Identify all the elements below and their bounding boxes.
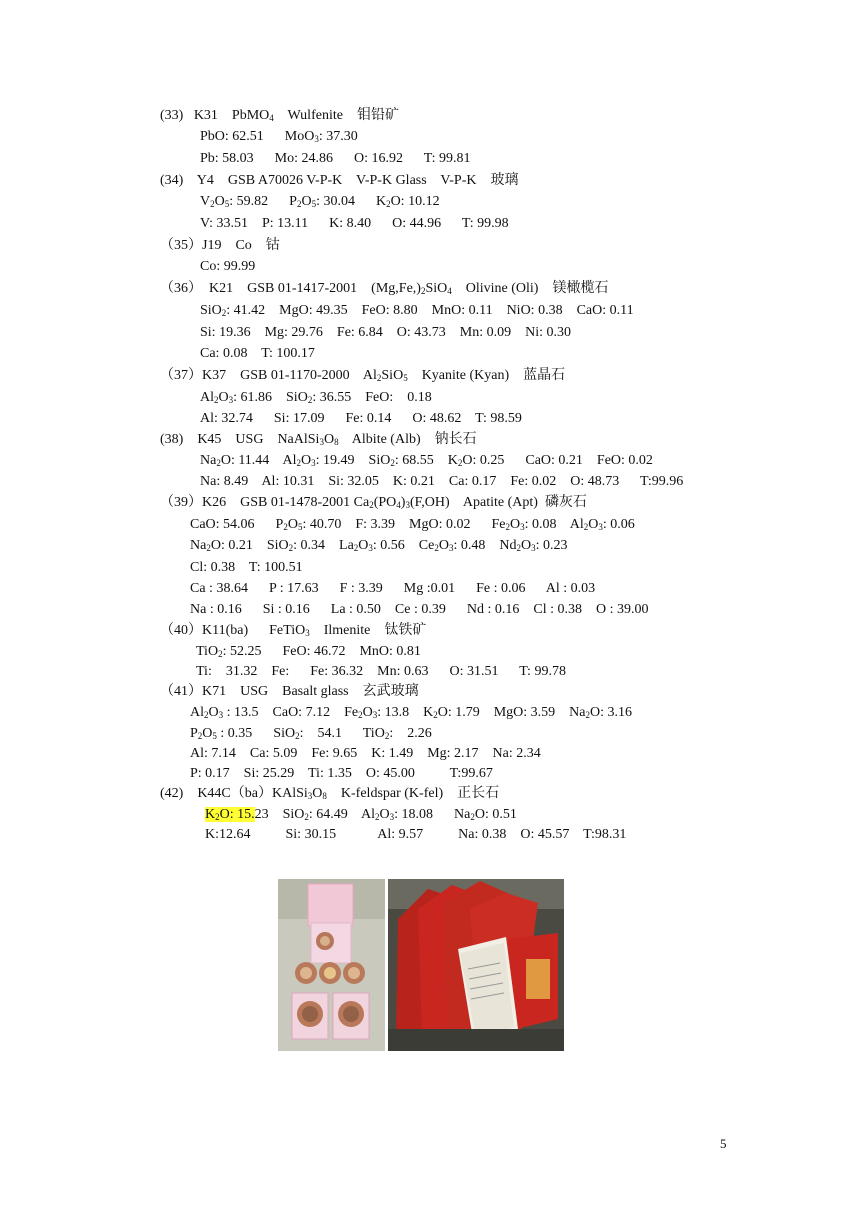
entry-41-oxides: $Al_2O_3$ : 13.5 CaO: 7.12 $Fe_2O_3$: 13.8 $K_2O$: 1.79 MgO: 3.59 $Na_2O$: 3.16 (190, 705, 632, 720)
standard-sample-mounts-photo (278, 879, 385, 1051)
entry-42-oxides (205, 806, 517, 824)
entry-38-oxides: $Na_2O$: 11.44 $Al_2O_3$: 19.49 SiO$_2$: 68.55 $K_2O$: 0.25 CaO: 0.21 FeO: 0.02 (200, 453, 653, 468)
entry-40-header: （40）K11(ba) FeTiO$_3$ Ilmenite 钛铁矿 (160, 623, 427, 638)
entry-40-oxides: TiO$_2$: 52.25 FeO: 46.72 MnO: 0.81 (196, 644, 421, 659)
entry-41-elements-cont: P: 0.17 Si: 25.29 Ti: 1.35 O: 45.00 T:99.67 (190, 766, 493, 781)
entry-39-oxides-cont: $Na_2O$: 0.21 SiO$_2$: 0.34 $La_2O_3$: 0.56 $Ce_2O_3$: 0.48 $Nd_2O_3$: 0.23 (190, 538, 568, 553)
entry-36-header: （36） K21 GSB 01-1417-2001 $(Mg,Fe,)_2SiO_4$ Olivine (Oli) 镁橄榄石 (160, 281, 609, 296)
entry-37-elements: Al: 32.74 Si: 17.09 Fe: 0.14 O: 48.62 T: 98.59 (200, 411, 522, 426)
entry-41-header: （41）K71 USG Basalt glass 玄武玻璃 (160, 684, 419, 699)
entry-34-oxides: $V_2O_5$: 59.82 $P_2O_5$: 30.04 $K_2O$: 10.12 (200, 194, 440, 209)
entry-41-oxides-cont: $P_2O_5$ : 0.35 SiO$_2$: 54.1 TiO$_2$: 2.26 (190, 726, 432, 741)
entry-41-elements: Al: 7.14 Ca: 5.09 Fe: 9.65 K: 1.49 Mg: 2.17 Na: 2.34 (190, 746, 541, 761)
entry-33-elements: Pb: 58.03 Mo: 24.86 O: 16.92 T: 99.81 (200, 151, 471, 166)
entry-42-header: (42) $K44C(ba)KAlSi_3O_8$ K-feldspar (K-fel) 正长石 (160, 786, 500, 801)
entry-38-elements: Na: 8.49 Al: 10.31 Si: 32.05 K: 0.21 Ca: 0.17 Fe: 0.02 O: 48.73 T:99.96 (200, 474, 684, 489)
entry-34-elements: V: 33.51 P: 13.11 K: 8.40 O: 44.96 T: 99.98 (200, 216, 509, 231)
entry-36-elements-cont: Ca: 0.08 T: 100.17 (200, 346, 315, 361)
red-books-illustration (388, 879, 564, 1051)
entry-38-header: (38) K45 USG $NaAlSi_3O_8$ Albite (Alb) 钠长石 (160, 432, 477, 447)
entry-40-elements: Ti: 31.32 Fe: Fe: 36.32 Mn: 0.63 O: 31.51 T: 99.78 (196, 664, 566, 679)
entry-35-header: （35）J19 Co 钴 (160, 238, 280, 253)
page-number: 5 (720, 1136, 727, 1151)
entry-39-elements-cont: Na : 0.16 Si : 0.16 La : 0.50 Ce : 0.39 Nd : 0.16 Cl : 0.38 O : 39.00 (190, 602, 649, 617)
entry-33-header: (33) K31 PbMO$_4$ Wulfenite 钼铅矿 (160, 108, 399, 123)
entry-35-elements: Co: 99.99 (200, 259, 256, 274)
highlighted-text: $K_2O$: 15. (205, 807, 255, 822)
entry-42-elements: K:12.64 Si: 30.15 Al: 9.57 Na: 0.38 O: 45.57 T:98.31 (205, 827, 627, 842)
entry-39-header: （39）K26 GSB 01-1478-2001 $Ca_2(PO_4)_3(F,OH)$ Apatite (Apt) 磷灰石 (160, 495, 587, 510)
entry-37-oxides: $Al_2O_3$: 61.86 SiO$_2$: 36.55 FeO: 0.18 (200, 390, 432, 405)
entry-42-oxides-rest: 23 SiO$_2$: 64.49 $Al_2O_3$: 18.08 $Na_2O$: 0.51 (254, 807, 517, 822)
red-books-photo (388, 879, 564, 1051)
sample-mounts-illustration (278, 879, 385, 1051)
entry-37-header: （37）K37 GSB 01-1170-2000 $Al_2SiO_5$ Kyanite (Kyan) 蓝晶石 (160, 368, 566, 383)
entry-34-header: (34) Y4 GSB A70026 V-P-K V-P-K Glass V-P-K 玻璃 (160, 173, 519, 188)
entry-39-elements: Ca : 38.64 P : 17.63 F : 3.39 Mg :0.01 Fe : 0.06 Al : 0.03 (190, 581, 596, 596)
entry-36-elements: Si: 19.36 Mg: 29.76 Fe: 6.84 O: 43.73 Mn: 0.09 Ni: 0.30 (200, 325, 572, 340)
entry-39-oxides-total: Cl: 0.38 T: 100.51 (190, 560, 303, 575)
entry-36-oxides: SiO$_2$: 41.42 MgO: 49.35 FeO: 8.80 MnO: 0.11 NiO: 0.38 CaO: 0.11 (200, 303, 634, 318)
entry-33-oxides: PbO: 62.51 MoO$_3$: 37.30 (200, 129, 358, 144)
entry-39-oxides: CaO: 54.06 $P_2O_5$: 40.70 F: 3.39 MgO: 0.02 $Fe_2O_3$: 0.08 $Al_2O_3$: 0.06 (190, 517, 635, 532)
